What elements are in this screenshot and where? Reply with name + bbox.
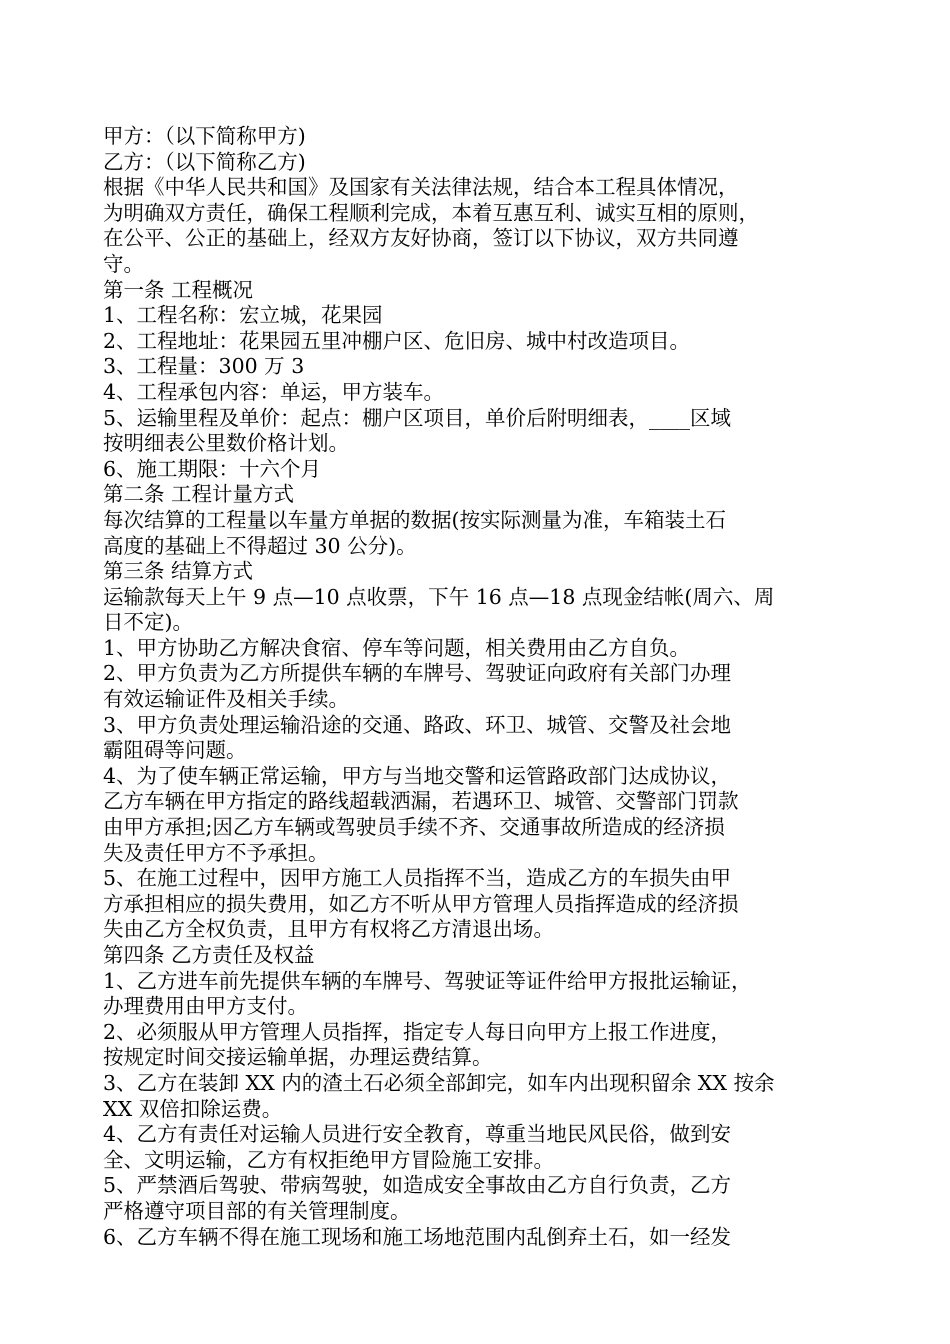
- clause-line: 日不定)。: [103, 610, 193, 635]
- clause-line: 有效运输证件及相关手续。: [103, 687, 349, 712]
- clause-line: 每次结算的工程量以车量方单据的数据(按实际测量为准，车箱装土石: [103, 507, 726, 532]
- clause-line: 2、必须服从甲方管理人员指挥，指定专人每日向甲方上报工作进度，: [103, 1019, 732, 1044]
- clause-line: 运输款每天上午 9 点—10 点收票，下午 16 点—18 点现金结帐(周六、周: [103, 584, 775, 609]
- clause-line: 由甲方承担;因乙方车辆或驾驶员手续不齐、交通事故所造成的经济损: [103, 815, 725, 840]
- clause-line: 5、在施工过程中，因甲方施工人员指挥不当，造成乙方的车损失由甲: [103, 866, 732, 891]
- clause-line: 3、乙方在装卸 XX 内的渣土石必须全部卸完，如车内出现积留余 XX 按余: [103, 1070, 775, 1095]
- clause-line: 4、为了使车辆正常运输，甲方与当地交警和运管路政部门达成协议，: [103, 763, 732, 788]
- clause-line: 1、甲方协助乙方解决食宿、停车等问题，相关费用由乙方自负。: [103, 635, 691, 660]
- clause-line: 5、运输里程及单价：起点：棚户区项目，单价后附明细表，____区域: [103, 405, 732, 430]
- preamble-line: 在公平、公正的基础上，经双方友好协商，签订以下协议，双方共同遵: [103, 226, 739, 251]
- clause-line: 方承担相应的损失费用，如乙方不听从甲方管理人员指挥造成的经济损: [103, 891, 739, 916]
- preamble-line: 为明确双方责任，确保工程顺利完成，本着互惠互利、诚实互相的原则，: [103, 200, 759, 225]
- clause-line: 按明细表公里数价格计划。: [103, 431, 349, 456]
- article-1-heading: 第一条 工程概况: [103, 277, 254, 302]
- clause-line: 6、施工期限：十六个月: [103, 456, 322, 481]
- preamble-line: 根据《中华人民共和国》及国家有关法律法规，结合本工程具体情况，: [103, 175, 739, 200]
- clause-line: 5、严禁酒后驾驶、带病驾驶，如造成安全事故由乙方自行负责，乙方: [103, 1173, 732, 1198]
- party-b-line: 乙方：（以下简称乙方): [103, 149, 306, 174]
- clause-line: 2、甲方负责为乙方所提供车辆的车牌号、驾驶证向政府有关部门办理: [103, 661, 732, 686]
- clause-line: 6、乙方车辆不得在施工现场和施工场地范围内乱倒弃土石，如一经发: [103, 1224, 732, 1249]
- clause-line: 严格遵守项目部的有关管理制度。: [103, 1198, 411, 1223]
- article-2-heading: 第二条 工程计量方式: [103, 482, 295, 507]
- clause-line: 乙方车辆在甲方指定的路线超载洒漏，若遇环卫、城管、交警部门罚款: [103, 789, 739, 814]
- clause-line: 3、甲方负责处理运输沿途的交通、路政、环卫、城管、交警及社会地: [103, 712, 732, 737]
- clause-line: 失及责任甲方不予承担。: [103, 840, 329, 865]
- contract-document: [103, 124, 863, 1250]
- clause-line: 失由乙方全权负责，且甲方有权将乙方清退出场。: [103, 917, 554, 942]
- party-a-line: 甲方：（以下简称甲方): [103, 124, 306, 148]
- clause-line: 4、乙方有责任对运输人员进行安全教育，尊重当地民风民俗，做到安: [103, 1122, 732, 1147]
- clause-line: 办理费用由甲方支付。: [103, 994, 308, 1019]
- clause-line: XX 双倍扣除运费。: [103, 1096, 283, 1121]
- clause-line: 按规定时间交接运输单据，办理运费结算。: [103, 1045, 493, 1070]
- clause-line: 高度的基础上不得超过 30 公分)。: [103, 533, 417, 558]
- preamble-line: 守。: [103, 251, 144, 276]
- article-4-heading: 第四条 乙方责任及权益: [103, 943, 315, 967]
- clause-line: 3、工程量：300 万 3: [103, 354, 305, 379]
- clause-line: 全、文明运输，乙方有权拒绝甲方冒险施工安排。: [103, 1147, 554, 1172]
- clause-line: 2、工程地址：花果园五里冲棚户区、危旧房、城中村改造项目。: [103, 328, 691, 353]
- clause-line: 1、工程名称：宏立城，花果园: [103, 303, 383, 328]
- article-3-heading: 第三条 结算方式: [103, 559, 254, 584]
- clause-line: 1、乙方进车前先提供车辆的车牌号、驾驶证等证件给甲方报批运输证，: [103, 968, 752, 993]
- clause-line: 霸阻碍等问题。: [103, 738, 247, 763]
- clause-line: 4、工程承包内容：单运，甲方装车。: [103, 379, 445, 404]
